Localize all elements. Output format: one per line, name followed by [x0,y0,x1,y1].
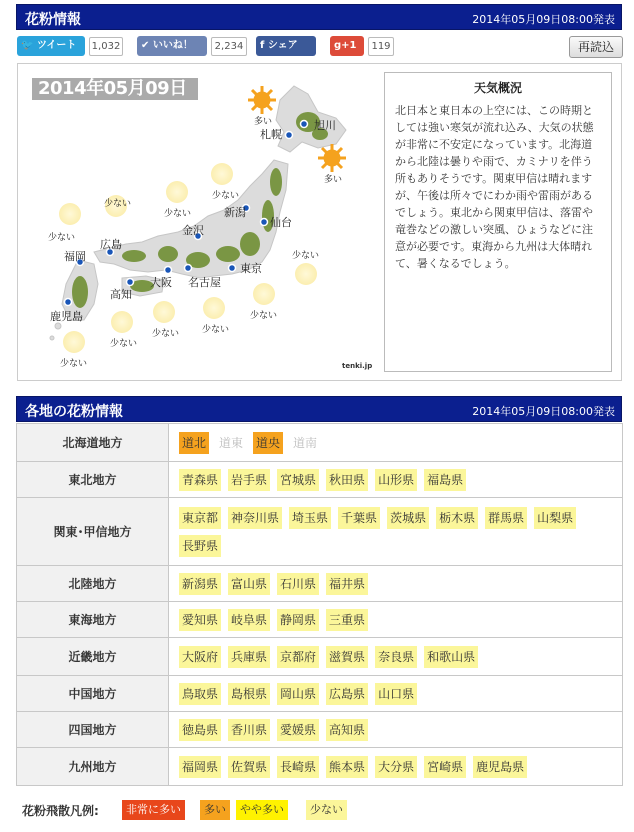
legend-item: 非常に多い [122,800,185,820]
tweet-button[interactable]: 🐦 ツイート [17,36,85,56]
region-name: 北陸地方 [17,566,169,602]
prefecture-link[interactable]: 奈良県 [375,646,417,668]
prefecture-link[interactable]: 長崎県 [277,756,319,778]
region-prefectures [169,712,623,748]
region-prefectures [169,676,623,712]
reload-button[interactable]: 再読込 [569,36,623,58]
prefecture-link[interactable]: 岡山県 [277,683,319,705]
city-label-niigata: 新潟 [224,206,246,219]
prefecture-link[interactable]: 宮崎県 [424,756,466,778]
prefecture-link[interactable]: 道東 [219,435,244,450]
prefecture-link[interactable]: 鳥取県 [179,683,221,705]
region-prefectures [169,602,623,638]
level-label-few: 少ない [202,325,230,335]
prefecture-link[interactable]: 青森県 [179,469,221,491]
pollen-few-marker [295,263,317,285]
level-label-few: 少ない [48,233,76,243]
region-row [17,462,623,498]
city-label-asahikawa: 旭川 [314,119,336,132]
prefecture-link[interactable]: 福岡県 [179,756,221,778]
prefecture-link[interactable]: 広島県 [326,683,368,705]
level-label-few: 少ない [104,199,132,209]
level-label-few: 少ない [110,339,138,349]
prefecture-link[interactable]: 山梨県 [534,507,576,529]
prefecture-link[interactable]: 大阪府 [179,646,221,668]
prefecture-link[interactable]: 島根県 [228,683,270,705]
prefecture-link[interactable]: 秋田県 [326,469,368,491]
gplus-count: 119 [368,37,394,56]
region-row [17,498,623,566]
prefecture-link[interactable]: 福井県 [326,573,368,595]
legend-item: やや多い [236,800,288,820]
prefecture-link[interactable]: 群馬県 [485,507,527,529]
twitter-bird-icon: 🐦 [21,40,34,51]
prefecture-link[interactable]: 静岡県 [277,609,319,631]
region-prefectures [169,462,623,498]
region-prefectures [169,498,623,566]
prefecture-link[interactable]: 神奈川県 [228,507,282,529]
prefecture-link[interactable]: 佐賀県 [228,756,270,778]
city-label-hiroshima: 広島 [100,238,122,251]
prefecture-link[interactable]: 山口県 [375,683,417,705]
pollen-many-marker [318,144,346,172]
gplus-button[interactable]: g+1 [330,36,364,56]
level-label-few: 少ない [212,191,240,201]
like-count: 2,234 [211,37,247,56]
region-row [17,748,623,786]
prefecture-link[interactable]: 長野県 [179,535,221,557]
city-label-fukuoka: 福岡 [64,250,86,263]
prefecture-link[interactable]: 和歌山県 [424,646,478,668]
region-name: 関東･甲信地方 [17,498,169,566]
section-date: 2014年05月09日08:00発表 [472,405,615,418]
region-name: 東北地方 [17,462,169,498]
region-prefectures [169,566,623,602]
announce-date: 2014年05月09日08:00発表 [472,13,615,26]
level-label-few: 少ない [152,329,180,339]
regional-pollen-header [16,396,622,422]
prefecture-link[interactable]: 愛知県 [179,609,221,631]
thumbs-up-icon: ✔ [141,40,150,51]
level-label-few: 少ない [250,311,278,321]
region-prefectures [169,638,623,676]
prefecture-link[interactable]: 茨城県 [387,507,429,529]
prefecture-link[interactable]: 香川県 [228,719,270,741]
prefecture-link[interactable]: 滋賀県 [326,646,368,668]
facebook-share-button[interactable]: f シェア [256,36,316,56]
pollen-header-bar [16,4,622,30]
region-name: 九州地方 [17,748,169,786]
prefecture-link[interactable]: 三重県 [326,609,368,631]
like-button[interactable]: ✔ いいね！ [137,36,207,56]
region-row [17,424,623,462]
level-label-few: 少ない [292,251,320,261]
pollen-few-marker [59,203,81,225]
prefecture-link[interactable]: 道央 [253,432,283,454]
prefecture-link[interactable]: 熊本県 [326,756,368,778]
region-row [17,712,623,748]
level-label-many: 多い [254,117,273,127]
weather-overview-text: 北日本と東日本の上空には、この時期としては強い寒気が流れ込み、大気の状態が非常に不安定になっています。北海道から北陸は曇りや雨で、カミナリを伴う所もありそうです。関東甲信は晴れますが、午後は所々でにわか雨や雷雨があるでしょう。東北から関東甲信は、落雷や竜巻などの激しい突風、ひょうなどに注意が必要です。東海から九州は大体晴れて、暑くなるでしょう。 [395,104,594,270]
prefecture-link[interactable]: 道北 [179,432,209,454]
regional-pollen-table [16,423,623,786]
social-toolbar [17,36,623,58]
prefecture-link[interactable]: 高知県 [326,719,368,741]
region-name: 東海地方 [17,602,169,638]
city-label-sendai: 仙台 [270,216,292,229]
region-name: 近畿地方 [17,638,169,676]
region-row [17,676,623,712]
legend-item: 多い [200,800,230,820]
level-label-few: 少ない [164,209,192,219]
city-label-kanazawa: 金沢 [182,224,204,237]
region-name: 北海道地方 [17,424,169,462]
prefecture-link[interactable]: 富山県 [228,573,270,595]
region-prefectures [169,424,623,462]
prefecture-link[interactable]: 徳島県 [179,719,221,741]
city-label-kagoshima: 鹿児島 [50,310,83,323]
region-name: 中国地方 [17,676,169,712]
region-row [17,602,623,638]
prefecture-link[interactable]: 京都府 [277,646,319,668]
pollen-few-marker [63,331,85,353]
legend-item: 少ない [306,800,347,820]
city-label-sapporo: 札幌 [260,128,282,141]
city-label-tokyo: 東京 [240,262,262,275]
prefecture-link[interactable]: 兵庫県 [228,646,270,668]
weather-overview-panel [384,72,612,372]
prefecture-link[interactable]: 千葉県 [338,507,380,529]
pollen-few-marker [111,311,133,333]
prefecture-link[interactable]: 道南 [293,435,318,450]
region-name: 四国地方 [17,712,169,748]
city-label-nagoya: 名古屋 [188,276,221,289]
prefecture-link[interactable]: 宮城県 [277,469,319,491]
pollen-few-marker [203,297,225,319]
pollen-map-panel [17,63,622,381]
prefecture-link[interactable]: 石川県 [277,573,319,595]
section-title: 各地の花粉情報 [25,404,123,420]
level-label-few: 少ない [60,359,88,369]
prefecture-link[interactable]: 福島県 [424,469,466,491]
prefecture-link[interactable]: 栃木県 [436,507,478,529]
prefecture-link[interactable]: 大分県 [375,756,417,778]
tenki-watermark: tenki.jp [342,362,373,370]
pollen-few-marker [153,301,175,323]
city-label-osaka: 大阪 [150,276,172,289]
prefecture-link[interactable]: 山形県 [375,469,417,491]
japan-pollen-map [18,64,378,380]
pollen-few-marker [166,181,188,203]
page-title: 花粉情報 [25,12,81,28]
prefecture-link[interactable]: 東京都 [179,507,221,529]
region-prefectures [169,748,623,786]
map-date-badge: 2014年05月09日 [32,78,198,100]
prefecture-link[interactable]: 鹿児島県 [473,756,527,778]
level-label-many: 多い [324,175,343,185]
region-row [17,566,623,602]
pollen-many-marker [248,86,276,114]
prefecture-link[interactable]: 岩手県 [228,469,270,491]
region-row [17,638,623,676]
prefecture-link[interactable]: 愛媛県 [277,719,319,741]
facebook-icon: f [260,40,265,51]
prefecture-link[interactable]: 新潟県 [179,573,221,595]
pollen-few-marker [253,283,275,305]
prefecture-link[interactable]: 岐阜県 [228,609,270,631]
city-label-kochi: 高知 [110,288,132,301]
tweet-count: 1,032 [89,37,123,56]
weather-overview-title: 天気概況 [473,81,522,95]
legend-label: 花粉飛散凡例: [22,804,99,818]
prefecture-link[interactable]: 埼玉県 [289,507,331,529]
pollen-few-marker [211,163,233,185]
